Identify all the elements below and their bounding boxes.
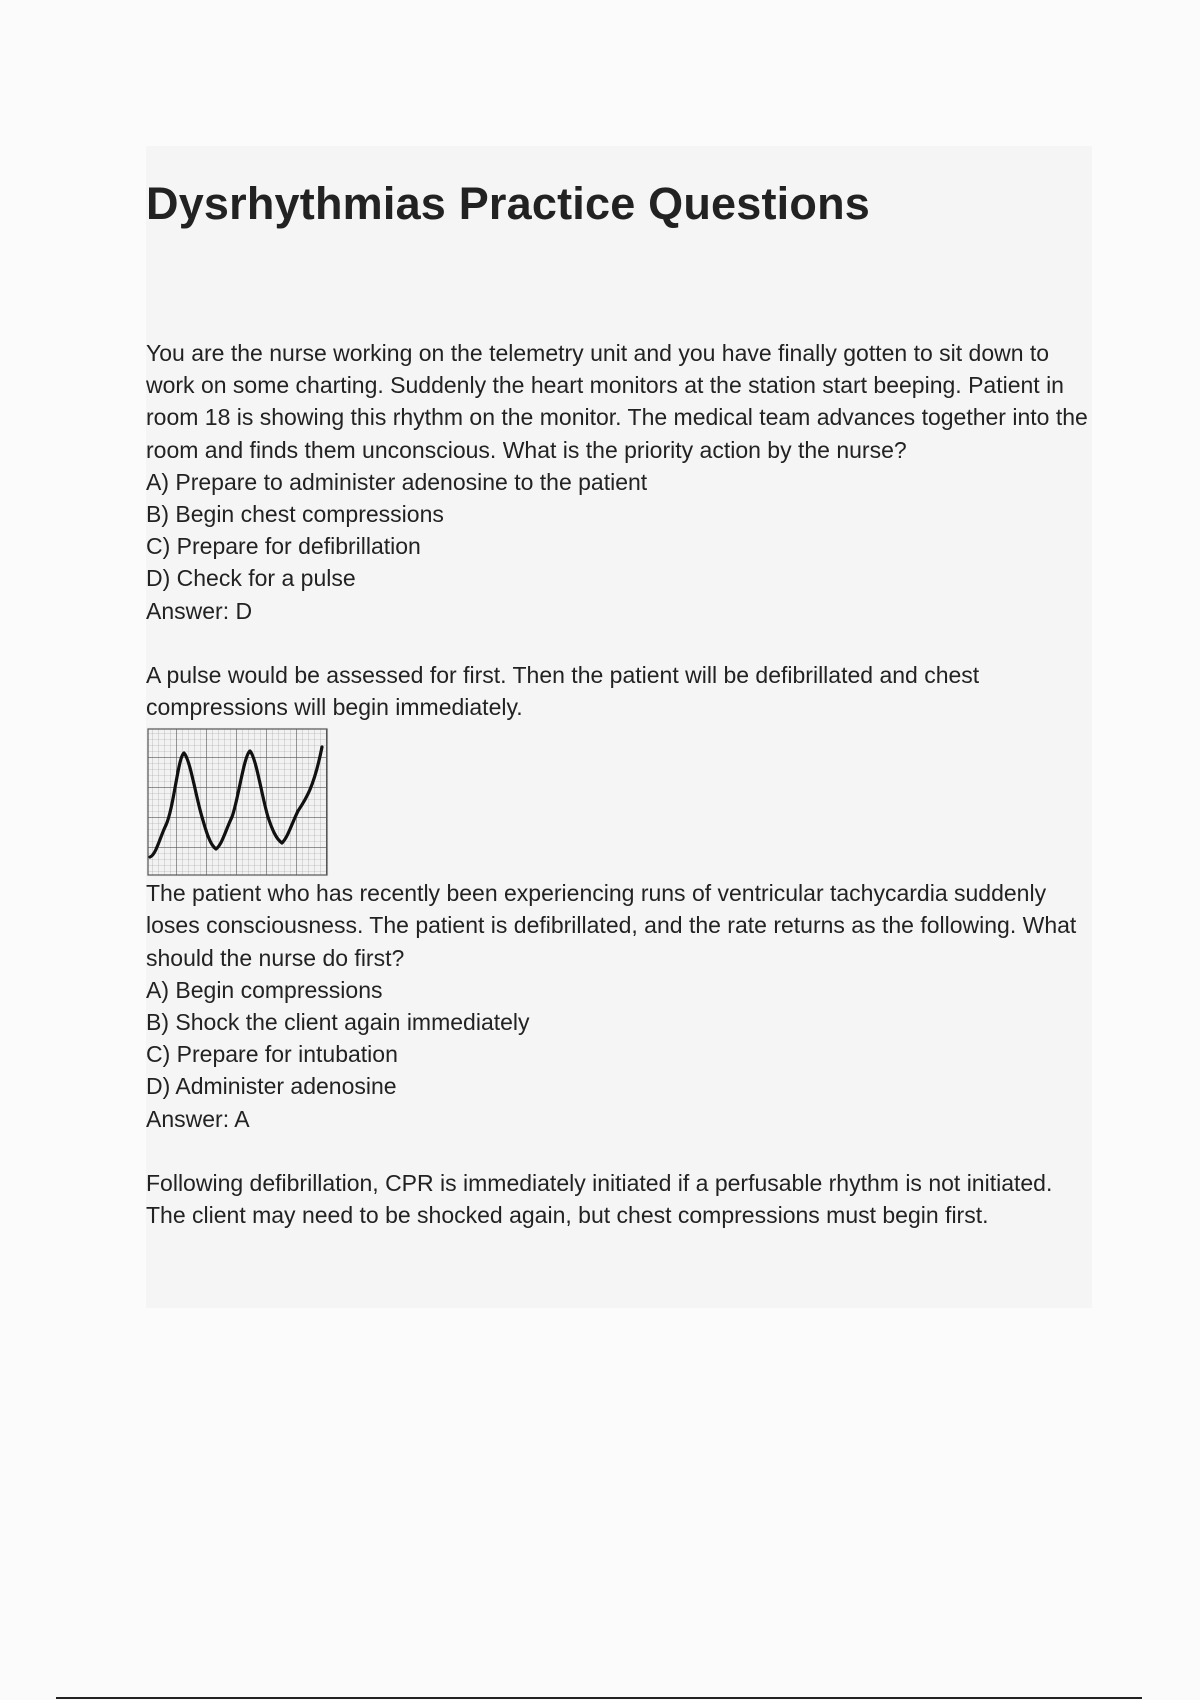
question-1-option-d: D) Check for a pulse [146, 565, 356, 592]
question-2-option-a: A) Begin compressions [146, 976, 383, 1003]
question-1-option-a: A) Prepare to administer adenosine to the patient [146, 468, 648, 495]
document-body [146, 337, 1092, 1231]
question-2-rationale: Following defibrillation, CPR is immediately initiated if a perfusable rhythm is not initiated. The client may need to be shocked again, but chest compressions must begin first. [146, 1169, 1053, 1229]
question-1-answer: Answer: D [146, 597, 253, 624]
question-1-option-c: C) Prepare for defibrillation [146, 533, 421, 560]
ecg-rhythm-strip [146, 727, 329, 877]
question-2-option-d: D) Administer adenosine [146, 1073, 397, 1100]
question-2-answer: Answer: A [146, 1105, 250, 1132]
question-2-option-b: B) Shock the client again immediately [146, 1009, 530, 1036]
spacer [146, 627, 1092, 659]
question-1-rationale: A pulse would be assessed for first. Then the patient will be defibrillated and chest compressions will begin immediately. [146, 661, 980, 721]
spacer [146, 1135, 1092, 1167]
question-1-option-b: B) Begin chest compressions [146, 501, 444, 528]
page-title: Dysrhythmias Practice Questions [146, 178, 870, 229]
footer-divider [56, 1697, 1142, 1699]
question-2-option-c: C) Prepare for intubation [146, 1041, 398, 1068]
question-2-stem: The patient who has recently been experiencing runs of ventricular tachycardia suddenly loses consciousness. The patient is defibrillated, and the rate returns as the following. What should the nurse do first? [146, 880, 1077, 971]
question-1-stem: You are the nurse working on the telemetry unit and you have finally gotten to sit down to work on some charting. Suddenly the heart monitors at the station start beeping. Patient in room 18 is showing this rhythm on the monitor. The medical team advances together into the room and finds them unconscious. What is the priority action by the nurse? [146, 340, 1088, 463]
